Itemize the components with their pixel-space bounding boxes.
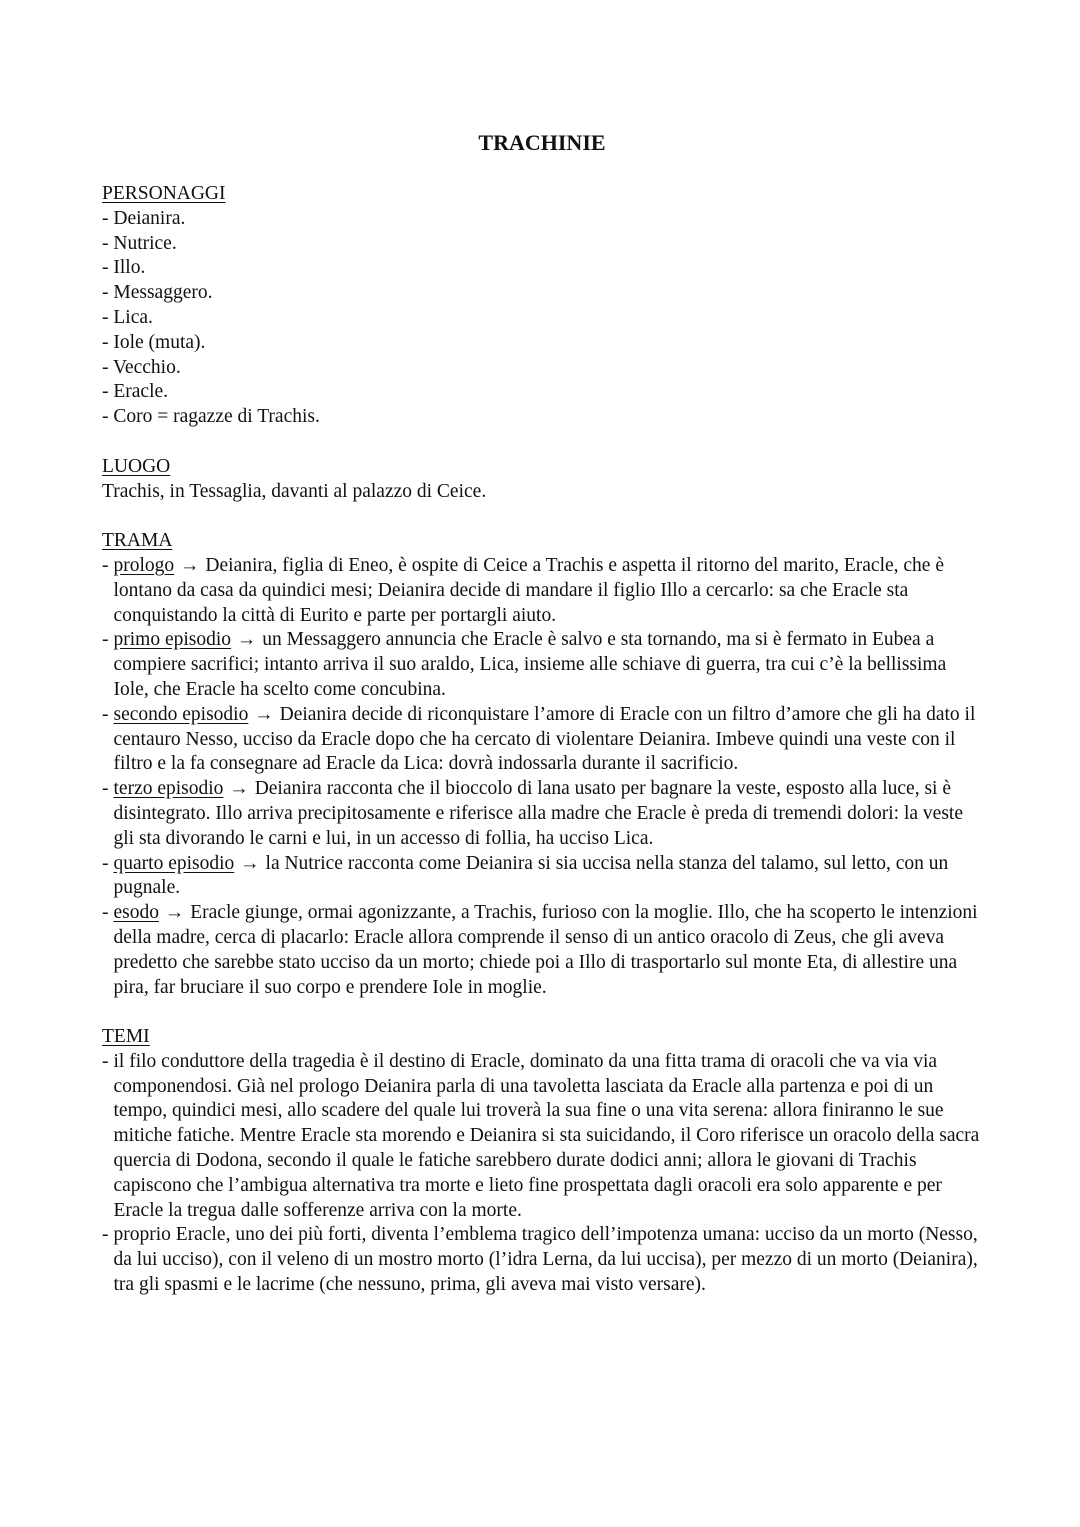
bullet-dash: -: [102, 902, 109, 924]
section-personaggi: [102, 182, 982, 430]
section-heading-trama: TRAMA: [102, 530, 173, 552]
section-luogo: [102, 455, 982, 505]
bullet-dash: -: [102, 1224, 109, 1246]
section-heading-personaggi: PERSONAGGI: [102, 183, 226, 204]
bullet-dash: -: [102, 1050, 109, 1072]
episode-label: secondo episodio: [113, 703, 249, 725]
right-arrow-icon: →: [240, 852, 260, 874]
character-item: - Iole (muta).: [102, 331, 206, 353]
bullet-dash: -: [102, 554, 109, 576]
right-arrow-icon: →: [236, 629, 257, 651]
section-heading-temi: TEMI: [102, 1026, 150, 1048]
character-item: - Lica.: [102, 306, 153, 328]
trama-item-terzo-episodio: [102, 777, 982, 851]
trama-item-prologo: [102, 554, 982, 628]
right-arrow-icon: →: [229, 778, 249, 800]
episode-text: Deianira racconta che il bioccolo di lana usato per bagnare la veste, esposto alla luce, si è disintegrato. Illo arriva precipitosamente e riferisce alla madre che Eracle è preda di tremendi dolori: la veste gli sta divorando le carni e lui, in un accesso di follia, ha ucciso Lica.: [113, 778, 963, 849]
document-page: [102, 128, 982, 1323]
character-item: - Vecchio.: [102, 356, 181, 378]
trama-item-primo-episodio: [102, 628, 982, 702]
page-title: TRACHINIE: [478, 130, 606, 155]
episode-label: quarto episodio: [113, 852, 235, 874]
character-item: - Illo.: [102, 257, 146, 279]
episode-text: la Nutrice racconta come Deianira si sia uccisa nella stanza del talamo, sul letto, con un pugnale.: [113, 852, 949, 899]
episode-label: prologo: [113, 554, 175, 576]
character-item: - Nutrice.: [102, 232, 177, 254]
episode-label: esodo: [113, 902, 159, 924]
right-arrow-icon: →: [180, 554, 200, 576]
section-heading-luogo: LUOGO: [102, 455, 171, 477]
episode-text: un Messaggero annuncia che Eracle è salvo e sta tornando, ma si è fermato in Eubea a compiere sacrifici; intanto arriva il suo araldo, Lica, insieme alle schiave di guerra, tra cui c’è la bellissima Iole, che Eracle ha scelto come concubina.: [113, 629, 947, 700]
episode-text: Eracle giunge, ormai agonizzante, a Trachis, furioso con la moglie. Illo, che ha scoperto le intenzioni della madre, cerca di placarlo: Eracle allora comprende il senso di un antico oracolo di Zeus, che gli aveva predetto che sarebbe stato ucciso da un morto; chiede poi a Illo di trasportarlo sul monte Eta, di allestire una pira, far bruciare il suo corpo e prendere Iole in moglie.: [113, 902, 978, 998]
trama-item-secondo-episodio: [102, 703, 982, 777]
episode-text: Deianira, figlia di Eneo, è ospite di Ceice a Trachis e aspetta il ritorno del marito, Eracle, che è lontano da casa da quindici mesi; Deianira decide di mandare il figlio Illo a cercarlo: sa che Eracle sta conquistando la città di Eurito e parte per portargli aiuto.: [113, 554, 944, 626]
bullet-dash: -: [102, 629, 109, 651]
character-item: - Messaggero.: [102, 282, 213, 304]
right-arrow-icon: →: [164, 902, 185, 924]
episode-label: terzo episodio: [113, 778, 224, 800]
tema-text: il filo conduttore della tragedia è il destino di Eracle, dominato da una fitta trama di oracoli che va via via componendosi. Già nel prologo Deianira parla di una tavoletta lasciata da Eracle alla partenza e poi di un tempo, quindici mesi, allo scadere del quale lui troverà la sua fine o una vita serena: allora finiranno le sue mitiche fatiche. Mentre Eracle sta morendo e Deianira si sta suicidando, il Coro riferisce un oracolo della sacra quercia di Dodona, secondo il quale le fatiche sarebbero durate dodici anni; allora le giovani di Trachis capiscono che l’ambigua alternativa tra morte e lieto fine prospettata dagli oracoli era solo apparente e per Eracle la tregua dalle sofferenze arriva con la morte.: [113, 1050, 980, 1221]
tema-item: [102, 1223, 982, 1297]
trama-item-esodo: [102, 901, 982, 1000]
trama-item-quarto-episodio: [102, 852, 982, 902]
section-temi: [102, 1025, 982, 1298]
tema-item: [102, 1050, 982, 1224]
character-item: - Eracle.: [102, 381, 169, 403]
episode-text: Deianira decide di riconquistare l’amore di Eracle con un filtro d’amore che gli ha dato il centauro Nesso, ucciso da Eracle dopo che ha cercato di violentare Deianira. Imbeve quindi una veste con il filtro e la fa consegnare ad Eracle da Lica: dovrà indossarla durante il sacrificio.: [113, 703, 976, 775]
character-item: - Coro = ragazze di Trachis.: [102, 406, 320, 428]
right-arrow-icon: →: [254, 703, 274, 725]
luogo-text: Trachis, in Tessaglia, davanti al palazzo di Ceice.: [102, 480, 487, 502]
bullet-dash: -: [102, 778, 109, 800]
section-trama: [102, 529, 982, 1000]
character-item: - Deianira.: [102, 207, 186, 229]
tema-text: proprio Eracle, uno dei più forti, diventa l’emblema tragico dell’impotenza umana: ucciso da un morto (Nesso, da lui ucciso), con il veleno di un mostro morto (l’idra Lerna, da lui uccisa), per mezzo di un morto (Deianira), tra gli spasmi e le lacrime (che nessuno, prima, gli aveva mai visto versare).: [113, 1224, 978, 1296]
episode-label: primo episodio: [113, 629, 232, 651]
bullet-dash: -: [102, 852, 109, 874]
bullet-dash: -: [102, 703, 109, 725]
